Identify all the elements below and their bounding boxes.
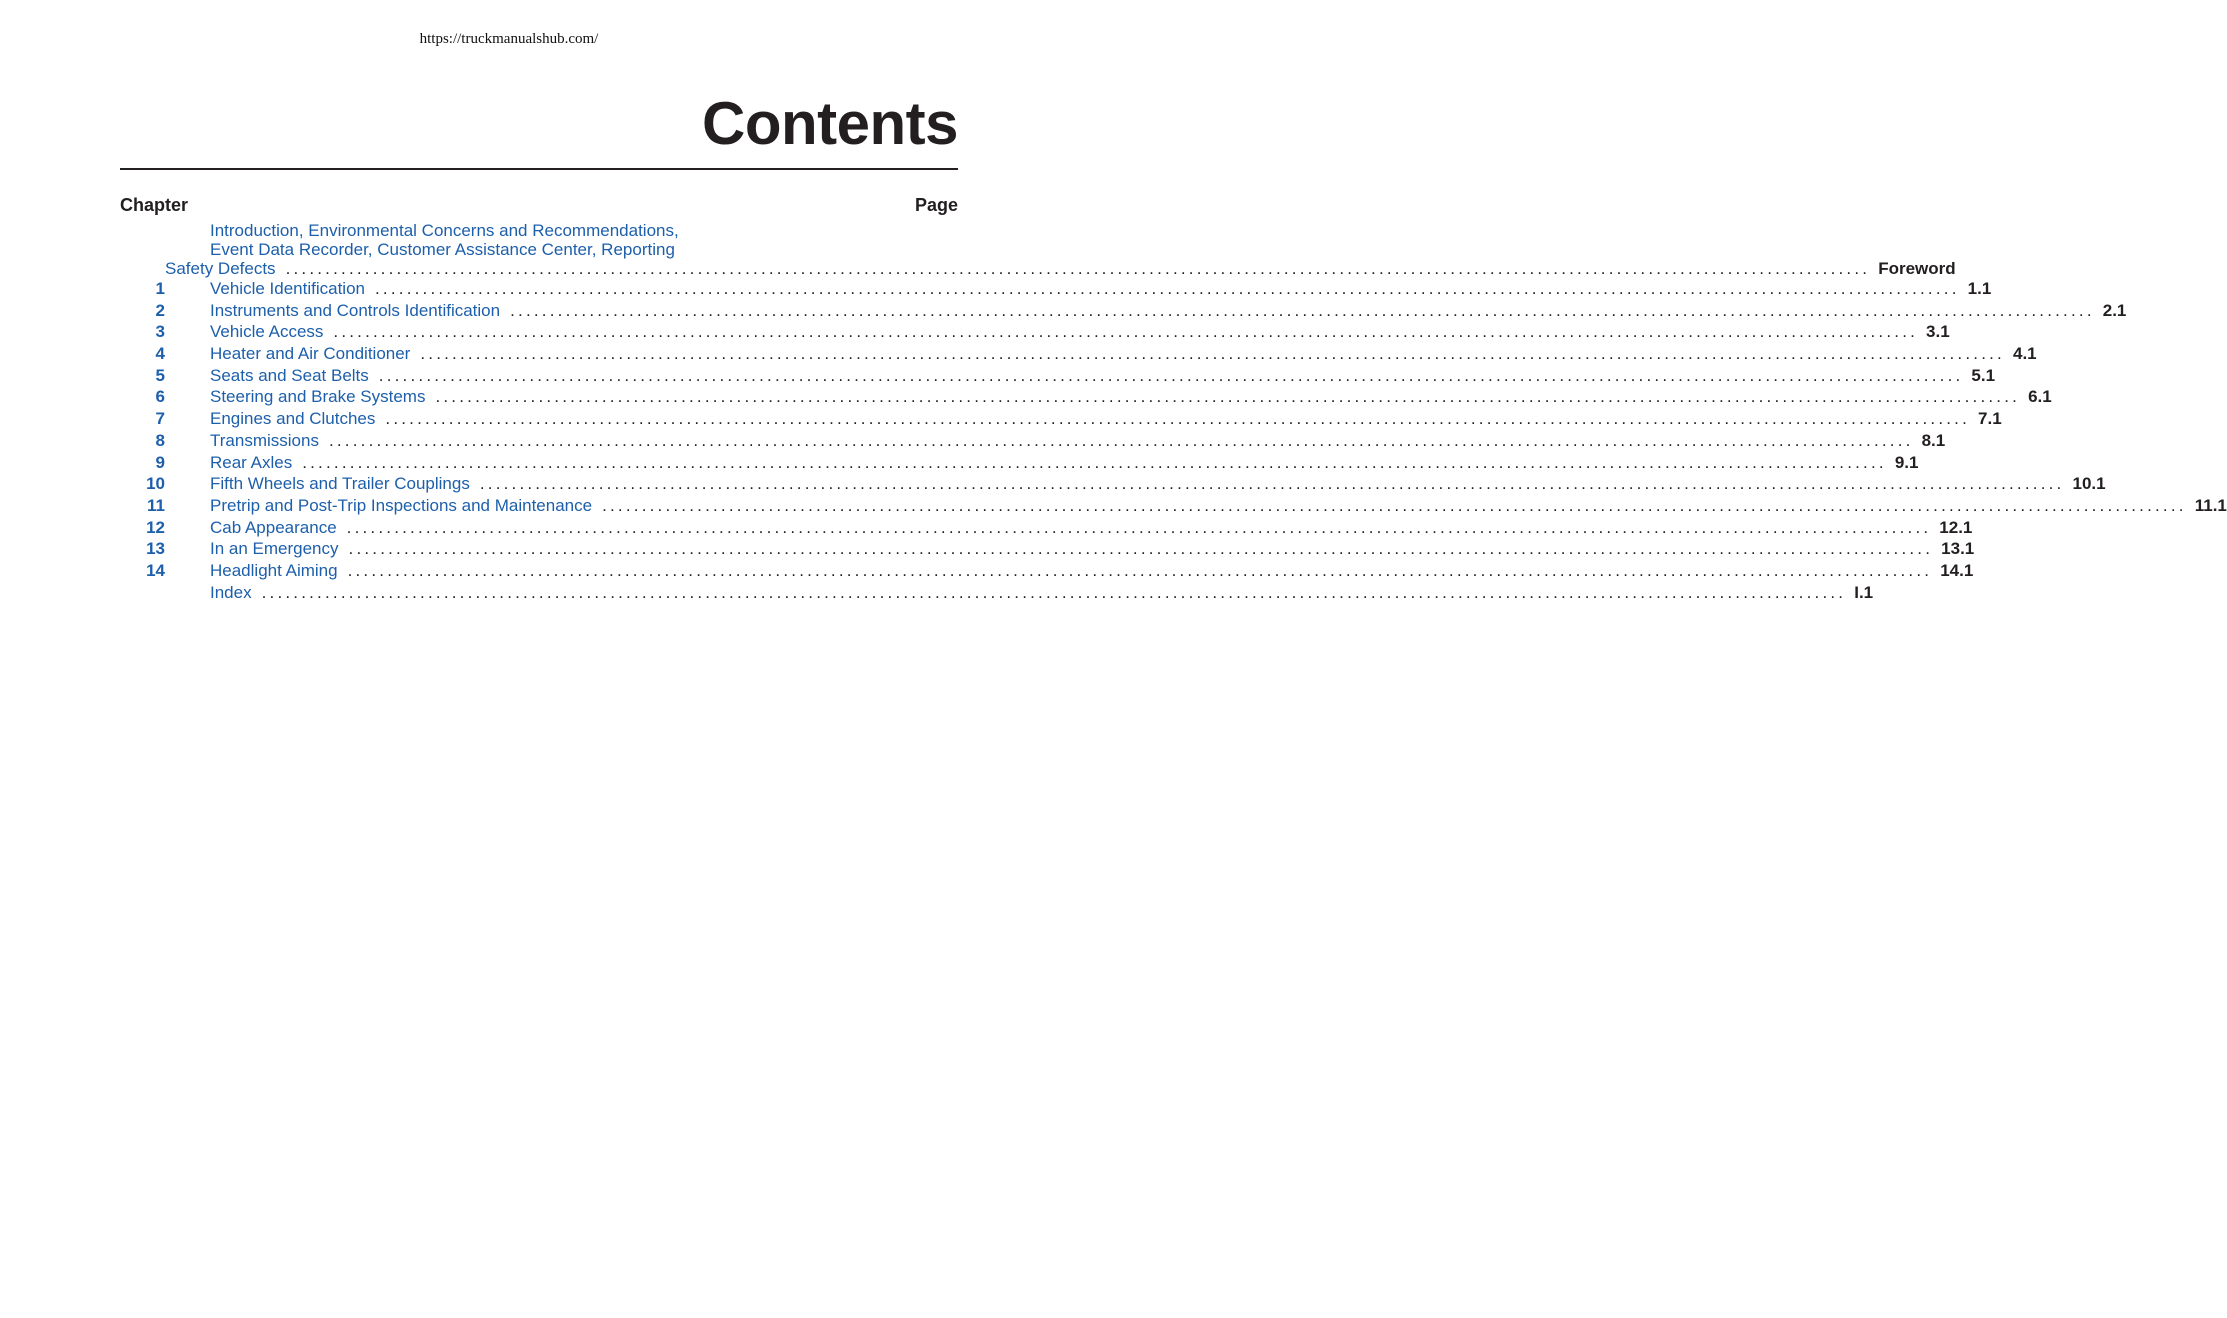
toc-entry-page[interactable]: 11.1 <box>2194 495 2227 515</box>
source-url: https://truckmanualshub.com/ <box>419 31 599 47</box>
dot-leader: ........................................................................................................................................................................................................ <box>479 474 2065 494</box>
dot-leader: ........................................................................................................................................................................................................ <box>378 365 1964 385</box>
toc-entry[interactable] <box>120 473 2106 495</box>
toc-entry[interactable] <box>120 365 1996 387</box>
toc-entry-page[interactable]: I.1 <box>1854 582 1874 602</box>
toc-entry-number: 3 <box>155 322 165 342</box>
toc-entry-page[interactable]: 9.1 <box>1894 452 1919 472</box>
toc-entry[interactable] <box>120 408 2002 430</box>
page-title: Contents <box>702 90 958 157</box>
toc-entry-number: 5 <box>155 365 165 385</box>
toc-entry-title[interactable]: Safety Defects <box>165 259 276 278</box>
toc-entry-page[interactable]: Foreword <box>1878 259 1956 278</box>
dot-leader: ........................................................................................................................................................................................................ <box>333 322 1919 342</box>
dot-leader: ........................................................................................................................................................................................................ <box>385 409 1971 429</box>
dot-leader: ........................................................................................................................................................................................................ <box>435 387 2021 407</box>
toc-entry-number: 4 <box>155 344 165 364</box>
dot-leader: ........................................................................................................................................................................................................ <box>510 300 2095 320</box>
toc-entry-title[interactable]: Heater and Air Conditioner <box>210 344 411 364</box>
toc-entry-title[interactable]: Engines and Clutches <box>210 409 376 429</box>
toc-entry-title[interactable]: Seats and Seat Belts <box>210 365 369 385</box>
toc-entry-title[interactable]: Fifth Wheels and Trailer Couplings <box>210 474 470 494</box>
toc-entry-title[interactable]: Vehicle Identification <box>210 279 365 298</box>
dot-leader: ........................................................................................................................................................................................................ <box>302 452 1887 472</box>
toc-entry-title[interactable]: In an Emergency <box>210 539 339 559</box>
toc-entry[interactable] <box>120 386 2052 408</box>
dot-leader: ........................................................................................................................................................................................................ <box>261 582 1847 602</box>
toc-entry-title[interactable]: Pretrip and Post-Trip Inspections and Maintenance <box>210 495 593 515</box>
toc-entry-title[interactable]: Instruments and Controls Identification <box>210 300 501 320</box>
toc-entry-number: 2 <box>155 300 165 320</box>
dot-leader: ........................................................................................................................................................................................................ <box>285 259 1871 278</box>
toc-entry-number: 6 <box>155 387 165 407</box>
chapter-column-heading: Chapter <box>120 195 189 215</box>
toc-entry[interactable] <box>120 343 2037 365</box>
toc-entry-title[interactable]: Rear Axles <box>210 452 293 472</box>
toc-entry[interactable] <box>120 452 1919 474</box>
toc-entry-number: 10 <box>146 474 165 494</box>
toc-entry-number: 9 <box>155 452 165 472</box>
toc-entry-page[interactable]: 14.1 <box>1940 560 1974 580</box>
toc-entry-page[interactable]: 4.1 <box>2012 344 2037 364</box>
dot-leader: ........................................................................................................................................................................................................ <box>346 517 1932 537</box>
toc-entry-page[interactable]: 8.1 <box>1921 430 1946 450</box>
toc-entry-number: 14 <box>146 560 165 580</box>
toc-entries <box>120 278 2227 603</box>
dot-leader: ........................................................................................................................................................................................................ <box>420 344 2005 364</box>
toc-entry-page[interactable]: 7.1 <box>1978 409 2002 429</box>
dot-leader: ........................................................................................................................................................................................................ <box>375 279 1960 298</box>
table-of-contents <box>120 221 2227 603</box>
toc-intro-line[interactable]: Event Data Recorder, Customer Assistance Center, Reporting <box>210 240 675 259</box>
toc-entry[interactable] <box>120 560 1974 582</box>
toc-entry[interactable] <box>120 538 1975 560</box>
toc-entry-page[interactable]: 10.1 <box>2072 474 2106 494</box>
toc-entry-page[interactable]: 3.1 <box>1926 322 1950 342</box>
toc-entry-title[interactable]: Transmissions <box>210 430 319 450</box>
toc-entry-number: 11 <box>147 495 165 515</box>
toc-entry-number: 1 <box>155 279 165 298</box>
toc-entry[interactable] <box>120 321 1950 343</box>
toc-entry-page[interactable]: 6.1 <box>2028 387 2052 407</box>
toc-intro-line[interactable]: Introduction, Environmental Concerns and Recommendations, <box>210 221 679 240</box>
toc-entry-title[interactable]: Headlight Aiming <box>210 560 338 580</box>
toc-entry[interactable] <box>120 300 2127 322</box>
toc-entry-title[interactable]: Steering and Brake Systems <box>210 387 426 407</box>
toc-entry[interactable] <box>120 278 1992 300</box>
toc-entry[interactable] <box>120 582 1874 604</box>
dot-leader: ........................................................................................................................................................................................................ <box>602 495 2187 515</box>
toc-intro-row[interactable] <box>120 259 1956 278</box>
toc-entry-number: 8 <box>155 430 165 450</box>
toc-entry[interactable] <box>120 495 2227 517</box>
toc-entry-title[interactable]: Cab Appearance <box>210 517 337 537</box>
toc-entry[interactable] <box>120 517 1973 539</box>
toc-entry-page[interactable]: 1.1 <box>1967 279 1992 298</box>
page-column-heading: Page <box>914 195 958 215</box>
toc-entry-title[interactable]: Index <box>210 582 252 602</box>
toc-entry[interactable] <box>120 430 1946 452</box>
toc-entry-page[interactable]: 2.1 <box>2102 300 2127 320</box>
dot-leader: ........................................................................................................................................................................................................ <box>328 430 1914 450</box>
toc-entry-page[interactable]: 12.1 <box>1939 517 1973 537</box>
toc-entry-number: 13 <box>146 539 165 559</box>
title-rule <box>120 168 958 170</box>
toc-entry-page[interactable]: 5.1 <box>1971 365 1996 385</box>
toc-entry-number: 12 <box>146 517 165 537</box>
dot-leader: ........................................................................................................................................................................................................ <box>347 560 1933 580</box>
toc-entry-number: 7 <box>155 409 165 429</box>
toc-entry-page[interactable]: 13.1 <box>1941 539 1975 559</box>
dot-leader: ........................................................................................................................................................................................................ <box>348 539 1934 559</box>
toc-entry-title[interactable]: Vehicle Access <box>210 322 324 342</box>
